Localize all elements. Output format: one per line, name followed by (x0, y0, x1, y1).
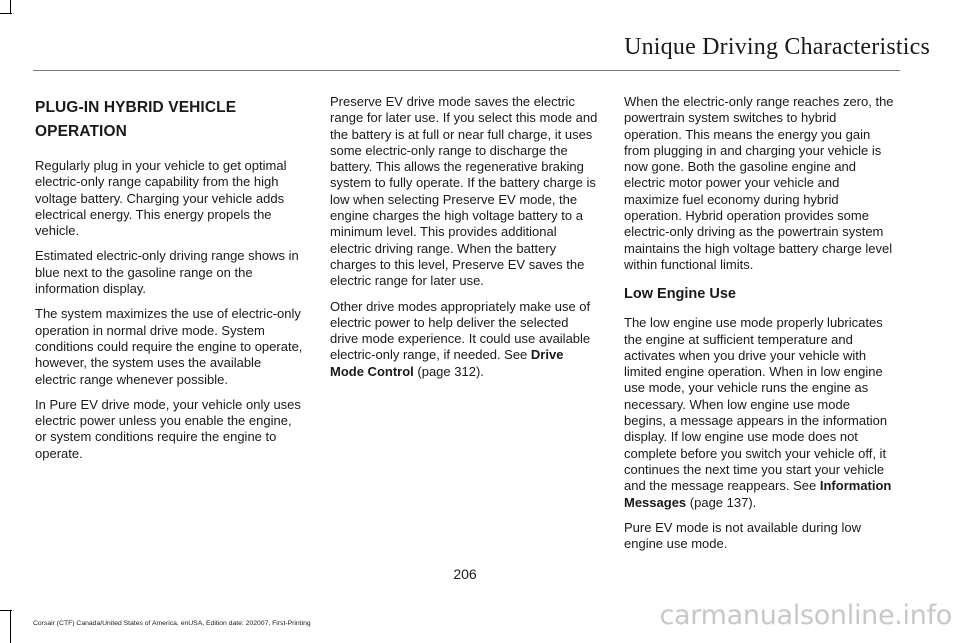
column-middle (330, 94, 600, 389)
paragraph: In Pure EV drive mode, your vehicle only uses electric power unless you enable the engine, or system conditions require the engine to operate. (35, 396, 301, 461)
paragraph-text: The low engine use mode properly lubricates the engine at sufficient temperature and activates when you drive your vehicle with limited engine operation. When in low engine use mode, your vehicle runs the engine as necessary. When low engine use mode begins, a message appears in the information display. If low engine use mode does not complete before you switch your vehicle off, it continues the next time you start your vehicle and the message reappears. See (624, 315, 888, 494)
section-heading-line-1: PLUG-IN HYBRID VEHICLE (35, 99, 237, 116)
crop-mark (0, 13, 12, 14)
crop-mark (10, 610, 11, 643)
crop-mark (0, 610, 12, 611)
paragraph: When the electric-only range reaches zero, the powertrain system switches to hybrid operation. This means the energy you gain from plugging in and charging your vehicle is now gone. Both the gasoline engine and electric motor power your vehicle and maximize fuel economy during hybrid operation. Hybrid operation provides some electric-only driving as the powertrain system maintains the high voltage battery charge level within functional limits. (624, 94, 894, 272)
section-heading-line-2: OPERATION (35, 123, 127, 140)
watermark: carmanualsonline.info (659, 600, 952, 631)
drive-mode-control-link[interactable]: Drive Mode Control (330, 347, 564, 379)
paragraph (330, 299, 600, 380)
section-heading (35, 96, 305, 144)
paragraph-text: Other drive modes appropriately make use of electric power to help deliver the selected drive mode experience. It could use available electric-only range, if needed. See (330, 298, 591, 363)
page-number: 206 (453, 566, 477, 582)
column-right (624, 94, 894, 561)
paragraph: Pure EV mode is not available during low engine use mode. (624, 519, 862, 552)
page-reference: (page 137). (689, 494, 757, 510)
page-header-title: Unique Driving Characteristics (624, 34, 930, 60)
paragraph: Estimated electric-only driving range shows in blue next to the gasoline range on the information display. (35, 248, 299, 297)
paragraph (624, 315, 894, 511)
column-left (35, 94, 305, 471)
paragraph: Preserve EV drive mode saves the electric range for later use. If you select this mode and the battery is at full or near full charge, it uses some electric-only range to discharge the battery. This allows the regenerative braking system to fully operate. If the battery charge is low when selecting Preserve EV mode, the engine charges the high voltage battery to a minimum level. This provides additional electric driving range. When the battery charges to this level, Preserve EV saves the electric range for later use. (330, 94, 598, 289)
page-reference: (page 312). (417, 363, 484, 379)
paragraph: The system maximizes the use of electric-only operation in normal drive mode. System conditions could require the engine to operate, however, the system uses the available electric range whenever possible. (35, 306, 303, 387)
crop-mark (10, 0, 11, 14)
information-messages-link[interactable]: Information Messages (624, 478, 892, 510)
header-divider (33, 70, 900, 71)
footer-edition-info: Corsair (CTF) Canada/United States of America, enUSA, Edition date: 202007, First-Printing (33, 620, 311, 627)
paragraph: Regularly plug in your vehicle to get optimal electric-only range capability from the high voltage battery. Charging your vehicle adds electrical energy. This energy propels the vehicle. (35, 158, 287, 239)
subsection-heading: Low Engine Use (624, 286, 736, 303)
